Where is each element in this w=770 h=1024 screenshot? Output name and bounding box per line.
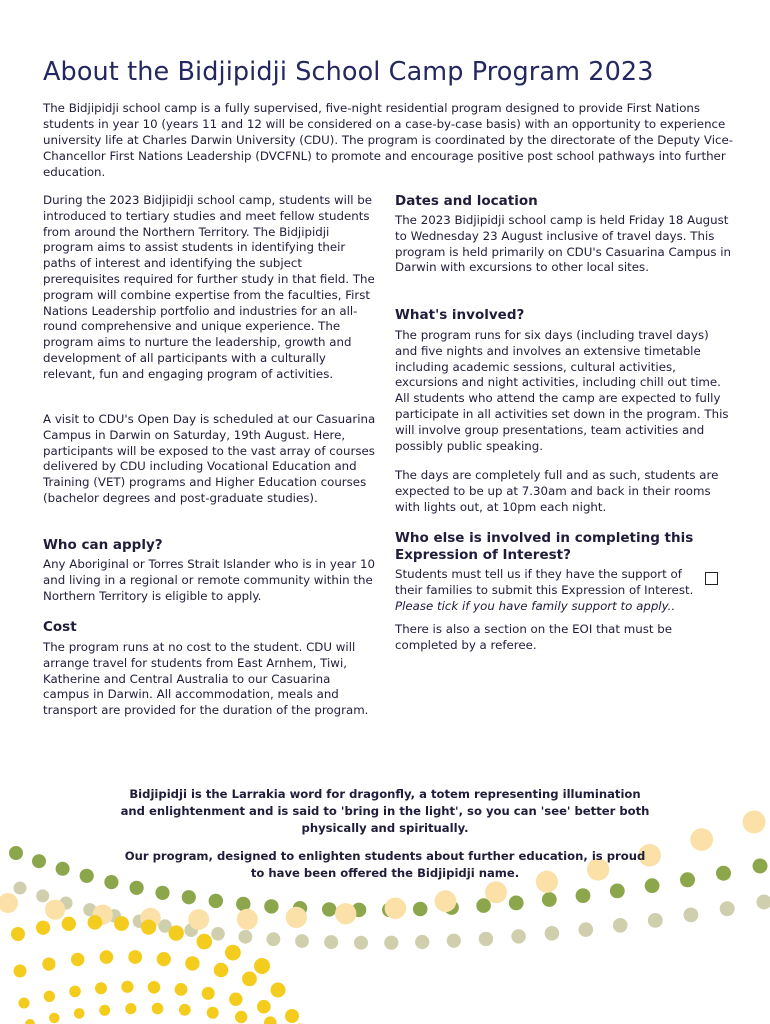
decor-dot	[613, 918, 628, 933]
decor-dot	[286, 907, 307, 928]
decor-dot	[11, 927, 25, 941]
whats-involved-text: The program runs for six days (including travel days) and five nights and involves an extensive timetable including academic sessions, cultural activities, excursions and night activities, including chill out time. All students who attend the camp are expected to fully participate in all activities set down in the program. This will involve group presentations, team activities and possibly public speaking.	[395, 328, 729, 453]
decor-dot	[579, 922, 594, 937]
decor-dot	[141, 920, 156, 935]
decor-dot	[511, 929, 525, 943]
decor-dot	[69, 986, 81, 998]
decor-dot	[175, 983, 188, 996]
decor-dot	[88, 915, 103, 930]
decor-dot	[576, 888, 591, 903]
decor-dot	[545, 926, 560, 941]
decor-dot	[716, 866, 731, 881]
decor-dot	[680, 872, 695, 887]
decor-dot	[188, 909, 209, 930]
decor-dot	[49, 1013, 59, 1023]
decor-dot	[182, 890, 196, 904]
decor-dot	[209, 894, 223, 908]
family-support-hint: Please tick if you have family support to apply..	[395, 598, 676, 613]
decor-dot	[202, 987, 215, 1000]
decor-dot	[264, 899, 278, 913]
open-day-paragraph: A visit to CDU's Open Day is scheduled at our Casuarina Campus in Darwin on Saturday, 19th August. Here, participants will be exposed to the vast array of courses delivered by CDU including Vocational Education and Training (VET) programs and Higher Education courses (bachelor degrees and post-graduate studies).	[43, 412, 376, 505]
decor-dot	[100, 950, 114, 964]
decor-dot	[610, 884, 625, 899]
decor-dot	[179, 1004, 191, 1016]
decor-dot	[322, 902, 336, 916]
decor-dot	[485, 881, 507, 903]
decor-dot	[148, 981, 161, 994]
decor-dot	[169, 925, 184, 940]
decor-dot	[435, 890, 457, 912]
decor-dot	[753, 859, 768, 874]
decor-dot	[0, 893, 18, 913]
decor-dot	[684, 908, 699, 923]
decor-dot	[197, 934, 213, 950]
decor-dot	[295, 934, 309, 948]
decor-dot	[114, 916, 129, 931]
decor-dot	[152, 1003, 164, 1015]
decor-dot	[211, 927, 225, 941]
decor-dot	[690, 828, 713, 851]
decor-dot	[121, 981, 133, 993]
decor-dot	[542, 892, 557, 907]
decor-dot	[80, 869, 94, 883]
decor-dot	[125, 1003, 136, 1014]
decor-dot	[99, 1005, 110, 1016]
decor-dot	[229, 993, 242, 1006]
decor-dot	[9, 846, 23, 860]
decor-dot	[42, 958, 55, 971]
decor-dot	[720, 901, 735, 916]
decor-dot	[214, 963, 229, 978]
decor-dot	[415, 935, 429, 949]
decor-dot	[257, 1000, 271, 1014]
decor-dot	[743, 811, 766, 834]
decor-dot	[185, 956, 199, 970]
decor-dot	[62, 917, 76, 931]
program-name-text: Our program, designed to enlighten students about further education, is proud to have been offered the Bidjipidji name.	[124, 849, 646, 880]
decor-dot	[74, 1008, 85, 1019]
decor-dot	[413, 902, 428, 917]
whats-involved-heading: What's involved?	[395, 307, 525, 323]
decor-dot	[384, 936, 398, 950]
decor-dot	[104, 875, 118, 889]
decor-dot	[45, 900, 65, 920]
decor-dot	[36, 921, 50, 935]
decor-dot	[95, 982, 107, 994]
decor-dot	[36, 889, 49, 902]
decor-dot	[44, 991, 55, 1002]
decor-dot	[648, 913, 663, 928]
intro-paragraph: The Bidjipidji school camp is a fully supervised, five-night residential program designed to provide First Nations students in year 10 (years 11 and 12 will be considered on a case-by-case basis) with an opportunity to experience university life at Charles Darwin University (CDU). The program is coordinated by the directorate of the Deputy Vice-Chancellor First Nations Leadership (DVCFNL) to promote and encourage positive post school pathways into further education.	[43, 101, 733, 179]
who-can-apply-text: Any Aboriginal or Torres Strait Islander who is in year 10 and living in a regional or remote community within the Northern Territory is eligible to apply.	[43, 557, 375, 603]
referee-text: There is also a section on the EOI that must be completed by a referee.	[395, 622, 673, 652]
overview-paragraph: During the 2023 Bidjipidji school camp, students will be introduced to tertiary studies and meet fellow students from around the Northern Territory. The Bidjipidji program aims to assist students in identifying their paths of interest and identifying the subject prerequisites required for further study in that field. The program will combine expertise from the faculties, First Nations Leadership portfolio and industries for an all-round comprehensive and unique experience. The program aims to nurture the leadership, growth and development of all participants with a culturally relevant, fun and engaging program of activities.	[43, 193, 375, 381]
decor-dot	[14, 882, 27, 895]
decor-dot	[479, 932, 493, 946]
cost-text: The program runs at no cost to the student. CDU will arrange travel for students from East Arnhem, Tiwi, Katherine and Central Australia to our Casuarina campus in Darwin. All accommodation, meals and transport are provided for the duration of the program.	[43, 640, 369, 718]
decor-dot	[509, 896, 524, 911]
dates-location-heading: Dates and location	[395, 193, 538, 209]
decor-dot	[19, 998, 30, 1009]
decor-dot	[354, 936, 368, 950]
decor-dot	[71, 953, 84, 966]
decor-dot	[271, 983, 286, 998]
decor-dot	[155, 886, 169, 900]
decor-dot	[757, 895, 770, 910]
cost-heading: Cost	[43, 619, 77, 635]
decor-dot	[32, 854, 46, 868]
decor-dot	[285, 1009, 299, 1023]
schedule-text: The days are completely full and as such, students are expected to be up at 7.30am and back in their rooms with lights out, at 10pm each night.	[395, 468, 719, 514]
family-support-statement: Students must tell us if they have the support of their families to submit this Expression of Interest.	[395, 567, 694, 597]
decor-dot	[242, 972, 257, 987]
decor-dot	[239, 930, 253, 944]
decor-dot	[128, 950, 142, 964]
decor-dot	[130, 881, 144, 895]
decor-dot	[157, 952, 171, 966]
who-can-apply-heading: Who can apply?	[43, 537, 163, 553]
decor-dot	[14, 965, 27, 978]
decor-dot	[254, 958, 270, 974]
decor-dot	[235, 1011, 247, 1023]
bidjipidji-meaning-text: Bidjipidji is the Larrakia word for dragonfly, a totem representing illumination and enlightenment and is said to 'bring in the light', so you can 'see' better both physically and spiritually.	[120, 787, 650, 835]
decor-dot	[237, 909, 258, 930]
decor-dot	[324, 935, 338, 949]
page-title: About the Bidjipidji School Camp Program 2023	[43, 57, 654, 88]
decor-dot	[56, 862, 70, 876]
decor-dot	[207, 1007, 219, 1019]
decor-dot	[225, 945, 241, 961]
decor-dot	[447, 934, 461, 948]
dates-location-text: The 2023 Bidjipidji school camp is held Friday 18 August to Wednesday 23 August inclusive of travel days. This program is held primarily on CDU's Casuarina Campus in Darwin with excursions to other local sites.	[395, 213, 732, 275]
who-else-heading: Who else is involved in completing this Expression of Interest?	[395, 530, 694, 563]
decor-dot	[264, 1016, 277, 1024]
decor-dot	[25, 1019, 35, 1024]
decor-dot	[335, 903, 356, 924]
decor-dot	[385, 898, 407, 920]
decor-dot	[267, 932, 281, 946]
